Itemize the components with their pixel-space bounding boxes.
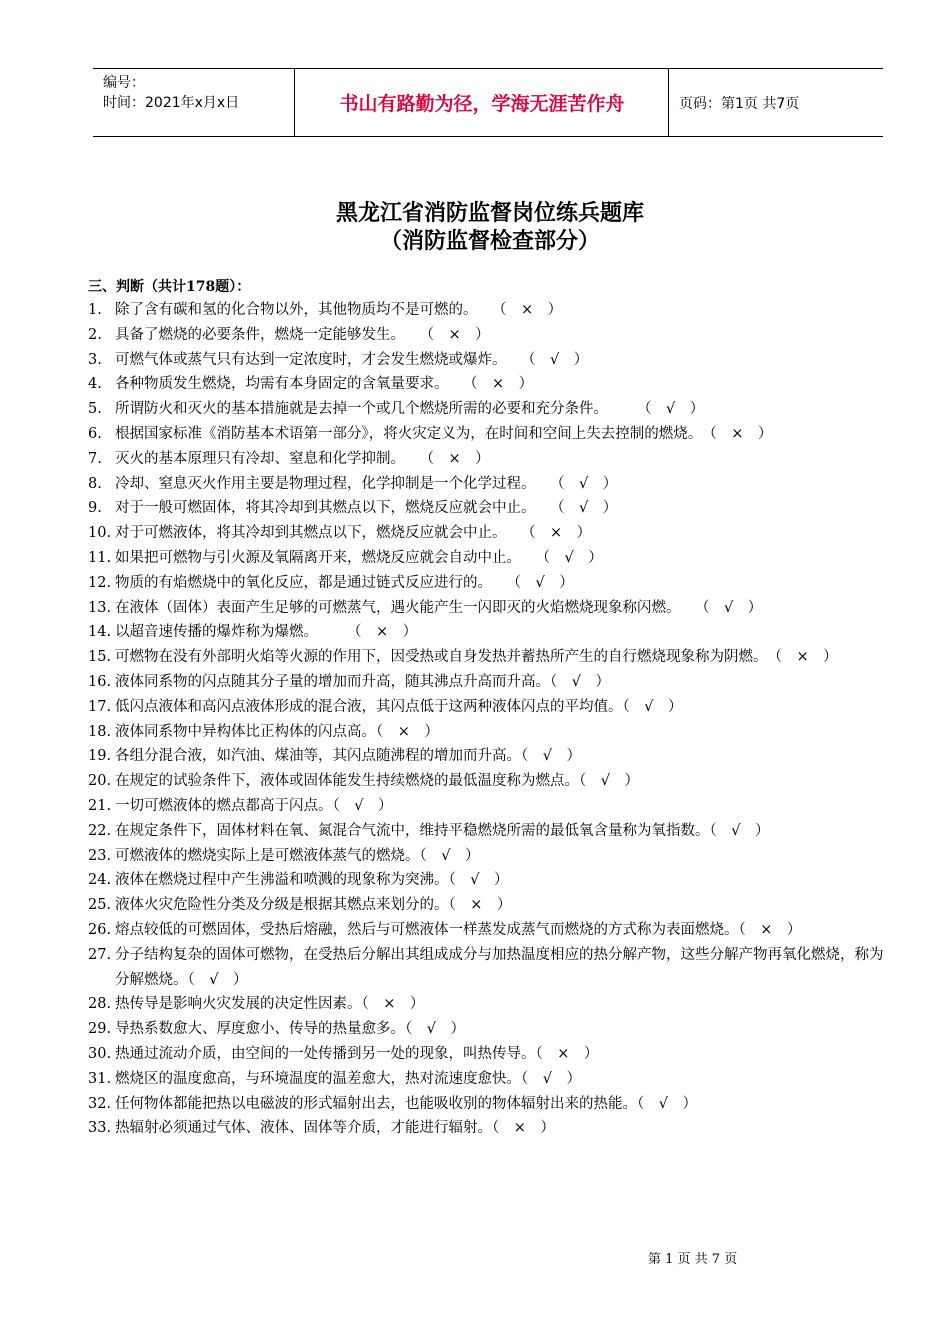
question-text: 可燃物在没有外部明火焰等火源的作用下，因受热或自身发热并蓄热所产生的自行燃烧现象称为阴燃。 （ × ） bbox=[115, 649, 838, 666]
question-number: 18. bbox=[88, 723, 112, 740]
question-text: 各组分混合液，如汽油、煤油等，其闪点随沸程的增加而升高。（ √ ） bbox=[115, 748, 581, 765]
question-text: 对于可燃液体，将其冷却到其燃点以下，燃烧反应就会中止。 （ × ） bbox=[115, 525, 592, 542]
header-divider bbox=[668, 69, 669, 136]
question-item bbox=[88, 1017, 890, 1042]
question-text: 热辐射必须通过气体、液体、固体等介质，才能进行辐射。（ × ） bbox=[115, 1120, 555, 1137]
question-item bbox=[88, 571, 890, 596]
question-number: 30. bbox=[88, 1045, 112, 1062]
question-number: 25. bbox=[88, 897, 112, 914]
question-number: 21. bbox=[88, 797, 112, 814]
question-item bbox=[88, 893, 890, 918]
question-number: 27. bbox=[88, 946, 112, 963]
question-number: 22. bbox=[88, 822, 112, 839]
header-page-info: 页码：第1页 共7页 bbox=[679, 95, 800, 112]
question-number: 11. bbox=[88, 549, 112, 566]
question-number: 12. bbox=[88, 574, 112, 591]
question-number: 15. bbox=[88, 649, 112, 666]
page-footer: 第 1 页 共 7 页 bbox=[648, 1252, 738, 1267]
question-number: 7. bbox=[88, 450, 102, 467]
question-item bbox=[88, 868, 890, 893]
time-label: 时间：2021年x月x日 bbox=[103, 95, 240, 111]
question-item bbox=[88, 397, 890, 422]
question-text: 所谓防火和灭火的基本措施就是去掉一个或几个燃烧所需的必要和充分条件。 （ √ ） bbox=[115, 401, 705, 418]
question-number: 10. bbox=[88, 525, 112, 542]
question-number: 1. bbox=[88, 302, 102, 318]
question-number: 13. bbox=[88, 599, 112, 616]
question-item bbox=[88, 348, 890, 373]
question-item bbox=[88, 670, 890, 695]
question-item bbox=[88, 1092, 890, 1117]
question-text: 在液体（固体）表面产生足够的可燃蒸气，遇火能产生一闪即灭的火焰燃烧现象称闪燃。 （ √ ） bbox=[115, 599, 763, 616]
header-motto: 书山有路勤为径，学海无涯苦作舟 bbox=[339, 93, 625, 115]
question-text: 根据国家标准《消防基本术语第一部分》，将火灾定义为，在时间和空间上失去控制的燃烧。 （ × ） bbox=[115, 425, 773, 442]
question-number: 23. bbox=[88, 847, 112, 864]
question-number: 33. bbox=[88, 1120, 112, 1137]
question-text: 除了含有碳和氢的化合物以外，其他物质均不是可燃的。 （ × ） bbox=[115, 302, 563, 318]
question-text: 液体火灾危险性分类及分级是根据其燃点来划分的。（ × ） bbox=[115, 897, 512, 914]
question-text: 燃烧区的温度愈高，与环境温度的温差愈大，热对流速度愈快。（ √ ） bbox=[115, 1070, 581, 1087]
question-number: 26. bbox=[88, 921, 112, 938]
question-number: 6. bbox=[88, 425, 102, 442]
question-number: 17. bbox=[88, 698, 112, 715]
question-item bbox=[88, 1116, 890, 1141]
question-text: 任何物体都能把热以电磁波的形式辐射出去，也能吸收别的物体辐射出来的热能。（ √ ） bbox=[115, 1095, 697, 1112]
question-item bbox=[88, 620, 890, 645]
question-number: 14. bbox=[88, 624, 112, 641]
question-item bbox=[88, 422, 890, 447]
question-text: 在规定的试验条件下，液体或固体能发生持续燃烧的最低温度称为燃点。（ √ ） bbox=[115, 773, 639, 790]
question-number: 32. bbox=[88, 1095, 112, 1112]
question-item bbox=[88, 992, 890, 1017]
question-item bbox=[88, 298, 890, 323]
question-text: 可燃气体或蒸气只有达到一定浓度时，才会发生燃烧或爆炸。 （ √ ） bbox=[115, 351, 589, 368]
question-item bbox=[88, 645, 890, 670]
question-text: 在规定条件下，固体材料在氧、氮混合气流中，维持平稳燃烧所需的最低氧含量称为氧指数。（ √ ） bbox=[115, 822, 770, 839]
document-title: 黑龙江省消防监督岗位练兵题库 bbox=[335, 201, 644, 226]
question-text: 灭火的基本原理只有冷却、窒息和化学抑制。 （ × ） bbox=[115, 450, 490, 467]
question-text: 低闪点液体和高闪点液体形成的混合液，其闪点低于这两种液体闪点的平均值。（ √ ） bbox=[115, 698, 683, 715]
question-item bbox=[88, 695, 890, 720]
question-text: 导热系数愈大、厚度愈小、传导的热量愈多。（ √ ） bbox=[115, 1021, 465, 1038]
document-subtitle: （消防监督检查部分） bbox=[379, 229, 600, 254]
question-text: 熔点较低的可燃固体，受热后熔融，然后与可燃液体一样蒸发成蒸气而燃烧的方式称为表面燃烧。（ × ） bbox=[115, 921, 802, 938]
header-meta bbox=[103, 73, 239, 113]
section-heading: 三、判断（共计178题）： bbox=[88, 279, 251, 295]
question-text: 对于一般可燃固体，将其冷却到其燃点以下，燃烧反应就会中止。 （ √ ） bbox=[115, 500, 618, 517]
question-text: 各种物质发生燃烧，均需有本身固定的含氧量要求。 （ × ） bbox=[115, 376, 534, 393]
question-item bbox=[88, 744, 890, 769]
question-item bbox=[88, 596, 890, 621]
question-number: 5. bbox=[88, 401, 102, 418]
question-item bbox=[88, 819, 890, 844]
question-text: 冷却、窒息灭火作用主要是物理过程，化学抑制是一个化学过程。 （ √ ） bbox=[115, 475, 618, 492]
question-item bbox=[88, 472, 890, 497]
question-item bbox=[88, 769, 890, 794]
question-item bbox=[88, 521, 890, 546]
question-number: 4. bbox=[88, 376, 102, 393]
question-text: 物质的有焰燃烧中的氧化反应，都是通过链式反应进行的。 （ √ ） bbox=[115, 574, 574, 591]
question-text: 热传导是影响火灾发展的决定性因素。（ × ） bbox=[115, 996, 425, 1013]
question-item bbox=[88, 844, 890, 869]
question-item bbox=[88, 447, 890, 472]
question-number: 31. bbox=[88, 1070, 112, 1087]
question-text: 液体同系物中异构体比正构体的闪点高。（ × ） bbox=[115, 723, 439, 740]
question-number: 20. bbox=[88, 773, 112, 790]
question-number: 16. bbox=[88, 673, 112, 690]
question-text: 热通过流动介质，由空间的一处传播到另一处的现象，叫热传导。（ × ） bbox=[115, 1045, 599, 1062]
question-text: 分子结构复杂的固体可燃物，在受热后分解出其组成成分与加热温度相应的热分解产物，这些分解产物再氧化燃烧，称为分解燃烧。（ √ ） bbox=[115, 946, 884, 988]
question-item bbox=[88, 918, 890, 943]
question-item bbox=[88, 323, 890, 348]
page-header bbox=[93, 68, 883, 137]
question-text: 一切可燃液体的燃点都高于闪点。（ √ ） bbox=[115, 797, 393, 814]
question-item bbox=[88, 794, 890, 819]
question-text: 具备了燃烧的必要条件，燃烧一定能够发生。 （ × ） bbox=[115, 326, 490, 343]
question-list bbox=[88, 298, 890, 1141]
question-item bbox=[88, 546, 890, 571]
number-label: 编号： bbox=[103, 75, 145, 91]
question-text: 液体同系物的闪点随其分子量的增加而升高，随其沸点升高而升高。（ √ ） bbox=[115, 673, 610, 690]
question-number: 9. bbox=[88, 500, 102, 517]
question-item bbox=[88, 943, 890, 993]
question-number: 24. bbox=[88, 872, 112, 889]
question-number: 19. bbox=[88, 748, 112, 765]
question-item bbox=[88, 496, 890, 521]
question-item bbox=[88, 372, 890, 397]
question-text: 以超音速传播的爆炸称为爆燃。 （ × ） bbox=[115, 624, 418, 641]
question-number: 29. bbox=[88, 1021, 112, 1038]
question-text: 如果把可燃物与引火源及氧隔离开来，燃烧反应就会自动中止。 （ √ ） bbox=[115, 549, 603, 566]
question-item bbox=[88, 720, 890, 745]
question-text: 液体在燃烧过程中产生沸溢和喷溅的现象称为突沸。（ √ ） bbox=[115, 872, 509, 889]
question-number: 28. bbox=[88, 996, 112, 1013]
question-number: 3. bbox=[88, 351, 102, 368]
question-number: 2. bbox=[88, 326, 102, 343]
question-number: 8. bbox=[88, 475, 102, 492]
question-item bbox=[88, 1042, 890, 1067]
question-item bbox=[88, 1067, 890, 1092]
question-text: 可燃液体的燃烧实际上是可燃液体蒸气的燃烧。（ √ ） bbox=[115, 847, 480, 864]
